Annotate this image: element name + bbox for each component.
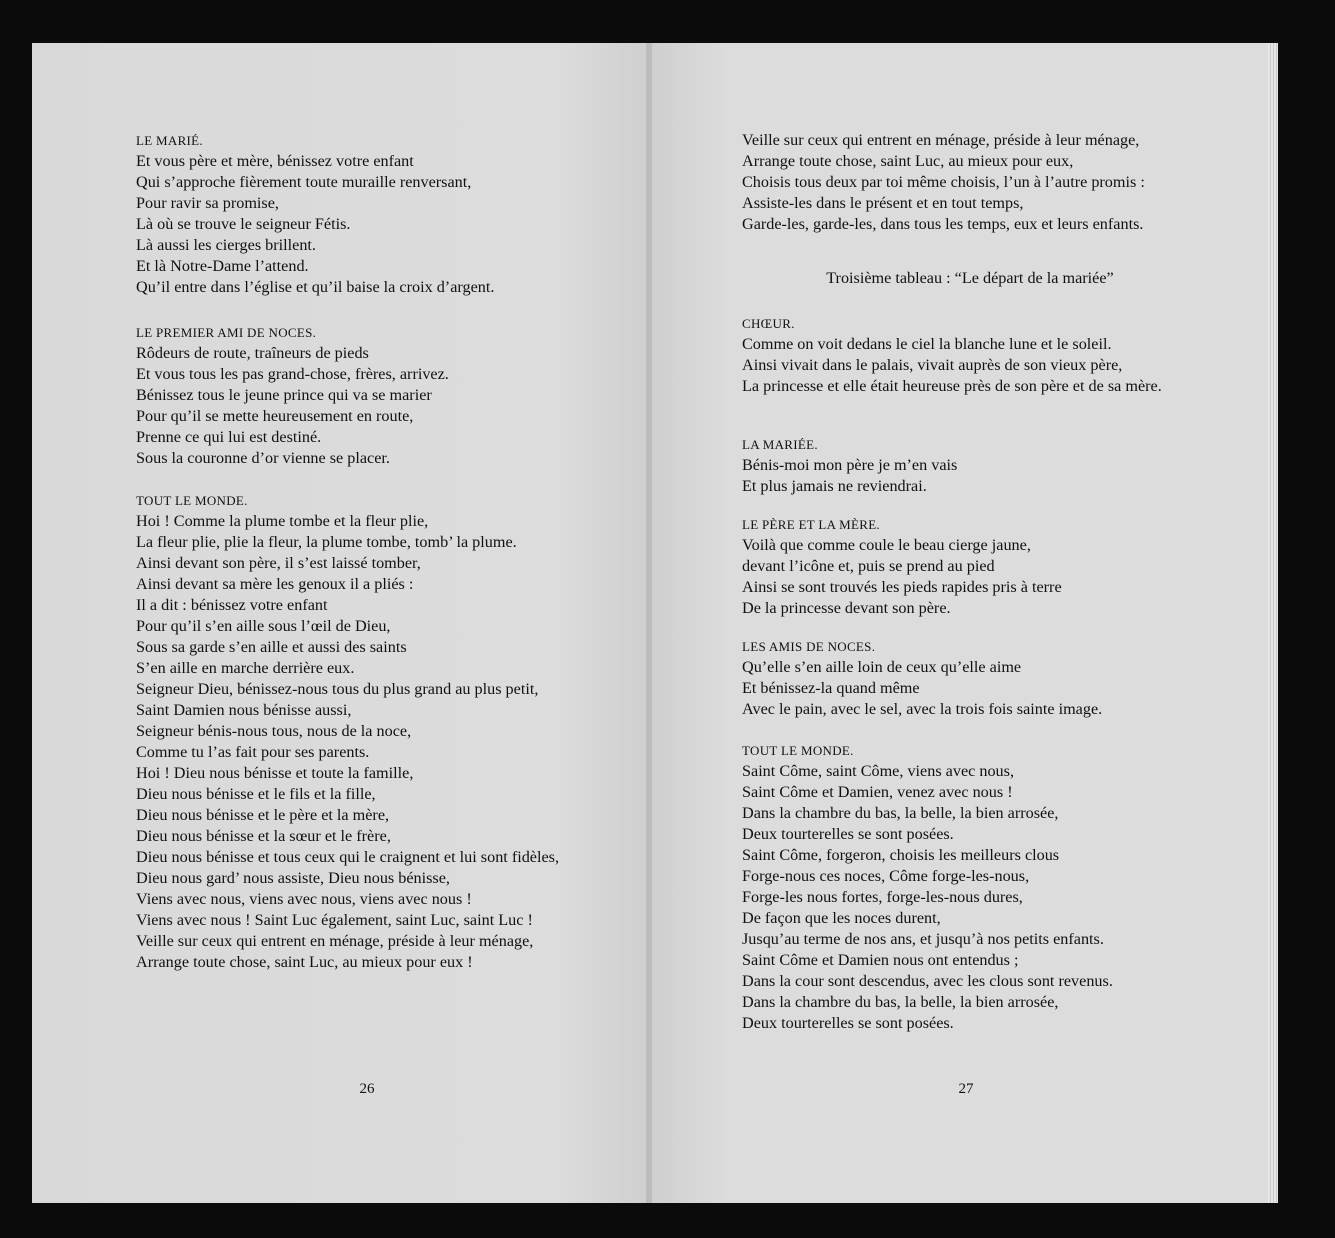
page-number-left: 26 [359,1081,375,1097]
right-page [652,43,1278,1203]
page-edges [1268,43,1278,1203]
verse-line: Il a dit : bénissez votre enfant [136,596,328,614]
verse-line: Bénis-moi mon père je m’en vais [742,456,958,474]
verse-line: Viens avec nous ! Saint Luc également, saint Luc, saint Luc ! [136,911,533,929]
continued-verse [742,130,1198,235]
verse-line: Avec le pain, avec le sel, avec la trois fois sainte image. [742,700,1103,718]
verse-line: Ainsi vivait dans le palais, vivait auprès de son vieux père, [742,356,1123,374]
verse-line: Pour qu’il s’en aille sous l’œil de Dieu, [136,617,391,635]
verse-line: Là où se trouve le seigneur Fétis. [136,215,351,233]
verse-line: Comme tu l’as fait pour ses parents. [136,743,370,761]
verse-line: Dieu nous bénisse et le père et la mère, [136,806,390,824]
verse-line: De façon que les noces durent, [742,909,941,927]
speaker-label: TOUT LE MONDE. [136,493,248,508]
verse-line: Sous sa garde s’en aille et aussi des saints [136,638,407,656]
verse-line: Là aussi les cierges brillent. [136,236,316,254]
speaker-label: CHŒUR. [742,316,795,331]
verse-line: Dieu nous bénisse et le fils et la fille, [136,785,376,803]
verse-line: Ainsi devant son père, il s’est laissé tomber, [136,554,421,572]
verse-line: Saint Damien nous bénisse aussi, [136,701,352,719]
verse-line: Deux tourterelles se sont posées. [742,825,954,843]
verse-line: Et vous tous les pas grand-chose, frères, arrivez. [136,365,449,383]
verse-line: Ainsi se sont trouvés les pieds rapides pris à terre [742,578,1062,596]
speaker-label: LE PÈRE ET LA MÈRE. [742,517,880,532]
verse-line: Saint Côme et Damien, venez avec nous ! [742,783,1013,801]
speaker-label: TOUT LE MONDE. [742,743,854,758]
verse-line: Qu’il entre dans l’église et qu’il baise la croix d’argent. [136,278,495,296]
dialogue-section [742,517,1198,619]
verse-line: Dans la chambre du bas, la belle, la bien arrosée, [742,804,1059,822]
verse-line: De la princesse devant son père. [742,599,951,617]
verse-line: Garde-les, garde-les, dans tous les temps, eux et leurs enfants. [742,215,1144,233]
verse-line: Saint Côme et Damien nous ont entendus ; [742,951,1019,969]
verse-line: La princesse et elle était heureuse près de son père et de sa mère. [742,377,1162,395]
verse-line: Dieu nous bénisse et tous ceux qui le craignent et lui sont fidèles, [136,848,560,866]
dialogue-section [742,639,1198,720]
verse-line: Forge-nous ces noces, Côme forge-les-nous, [742,867,1030,885]
verse-line: Et bénissez-la quand même [742,679,920,697]
open-book [32,43,1278,1203]
verse-line: Dans la chambre du bas, la belle, la bien arrosée, [742,993,1059,1011]
verse-line: Seigneur bénis-nous tous, nous de la noce, [136,722,412,740]
verse-line: Dieu nous bénisse et la sœur et le frère, [136,827,391,845]
verse-line: Viens avec nous, viens avec nous, viens avec nous ! [136,890,472,908]
verse-line: Et plus jamais ne reviendrai. [742,477,927,495]
speaker-label: LES AMIS DE NOCES. [742,639,876,654]
verse-line: Seigneur Dieu, bénissez-nous tous du plus grand au plus petit, [136,680,539,698]
verse-line: Qu’elle s’en aille loin de ceux qu’elle aime [742,658,1022,676]
speaker-label: LE PREMIER AMI DE NOCES. [136,325,317,340]
verse-line: Veille sur ceux qui entrent en ménage, préside à leur ménage, [742,131,1140,149]
verse-line: Choisis tous deux par toi même choisis, l’un à l’autre promis : [742,173,1145,191]
dialogue-section [742,743,1198,1034]
dialogue-section [136,493,594,973]
verse-line: Hoi ! Dieu nous bénisse et toute la famille, [136,764,414,782]
verse-line: Sous la couronne d’or vienne se placer. [136,449,390,467]
verse-line: La fleur plie, plie la fleur, la plume tombe, tomb’ la plume. [136,533,517,551]
verse-line: Hoi ! Comme la plume tombe et la fleur plie, [136,512,429,530]
verse-line: Jusqu’au terme de nos ans, et jusqu’à nos petits enfants. [742,930,1104,948]
dialogue-section [742,316,1198,397]
verse-line: Pour qu’il se mette heureusement en route, [136,407,414,425]
verse-line: Saint Côme, forgeron, choisis les meilleurs clous [742,846,1060,864]
verse-line: Rôdeurs de route, traîneurs de pieds [136,344,369,362]
verse-line: Ainsi devant sa mère les genoux il a pliés : [136,575,414,593]
dialogue-section [136,133,594,298]
dialogue-section [742,437,1198,497]
verse-line: Veille sur ceux qui entrent en ménage, préside à leur ménage, [136,932,534,950]
verse-line: devant l’icône et, puis se prend au pied [742,557,995,575]
speaker-label: LA MARIÉE. [742,437,818,452]
verse-line: Prenne ce qui lui est destiné. [136,428,322,446]
verse-line: Et vous père et mère, bénissez votre enfant [136,152,414,170]
verse-line: Saint Côme, saint Côme, viens avec nous, [742,762,1015,780]
verse-line: Voilà que comme coule le beau cierge jaune, [742,536,1031,554]
verse-line: Comme on voit dedans le ciel la blanche lune et le soleil. [742,335,1112,353]
verse-line: Arrange toute chose, saint Luc, au mieux pour eux, [742,152,1074,170]
verse-line: Forge-les nous fortes, forge-les-nous dures, [742,888,1023,906]
verse-line: Deux tourterelles se sont posées. [742,1014,954,1032]
verse-line: Pour ravir sa promise, [136,194,279,212]
speaker-label: LE MARIÉ. [136,133,203,148]
verse-line: Dieu nous gard’ nous assiste, Dieu nous bénisse, [136,869,450,887]
dialogue-section [136,325,594,469]
verse-line: Et là Notre-Dame l’attend. [136,257,309,275]
verse-line: Bénissez tous le jeune prince qui va se marier [136,386,432,404]
verse-line: Arrange toute chose, saint Luc, au mieux pour eux ! [136,953,473,971]
verse-line: Qui s’approche fièrement toute muraille renversant, [136,173,472,191]
verse-line: Assiste-les dans le présent et en tout temps, [742,194,1024,212]
verse-line: Dans la cour sont descendus, avec les clous sont revenus. [742,972,1113,990]
page-number-right: 27 [958,1081,974,1097]
left-page [32,43,648,1203]
verse-line: S’en aille en marche derrière eux. [136,659,355,677]
tableau-title: Troisième tableau : “Le départ de la mariée” [826,269,1114,287]
